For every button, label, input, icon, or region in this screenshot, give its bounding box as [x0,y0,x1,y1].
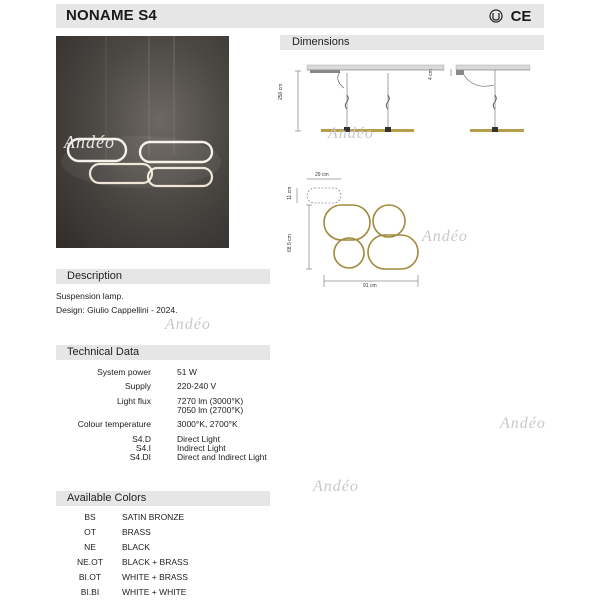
tech-value-power: 51 W [177,367,197,377]
color-code: BI.BI [80,587,100,597]
product-photo [56,36,229,248]
color-name: SATIN BRONZE [122,512,185,522]
color-code: BI.OT [78,572,102,582]
dim-canopy-label: 4 cm [428,69,434,80]
technical-title: Technical Data [67,346,140,358]
ul-mark-icon [488,8,504,24]
color-name: WHITE + BRASS [122,572,188,582]
dim-small-width-label: 29 cm [315,172,329,178]
color-name: BLACK [122,542,150,552]
color-name: BLACK + BRASS [122,557,189,567]
side-elevation-drawing [451,65,530,132]
dim-height-label: 250 cm [278,83,284,100]
dim-width-label: 91 cm [363,283,377,289]
tech-value-flux-3000: 7270 lm (3000°K) [177,396,244,406]
dimensions-watermark: Andéo [328,125,374,142]
tech-value-s4d: Direct Light [177,434,220,444]
ce-mark-icon: CE [510,7,532,25]
tech-label-s4i: S4.I [135,443,151,453]
description-watermark: Andéo [165,316,211,333]
dim-small-height-label: 11 cm [287,186,293,200]
color-name: WHITE + WHITE [122,587,187,597]
dim-depth-label: 68.5 cm [287,234,293,252]
color-name: BRASS [122,527,151,537]
colors-title: Available Colors [67,492,147,504]
description-line-1: Suspension lamp. [56,291,124,301]
tech-label-s4di: S4.DI [129,452,151,462]
tech-value-flux-2700: 7050 lm (2700°K) [177,405,244,415]
product-title: NONAME S4 [66,7,157,24]
dimension-drawings [280,55,544,305]
description-line-2: Design: Giulio Cappellini - 2024. [56,305,178,315]
color-code: BS [84,512,96,522]
watermark-1: Andéo [422,228,468,245]
front-elevation-drawing [295,65,444,132]
tech-value-supply: 220-240 V [177,381,217,391]
description-title: Description [67,270,123,282]
tech-label-colour-temp: Colour temperature [77,419,151,429]
photo-watermark: Andéo [64,132,115,152]
tech-value-s4di: Direct and Indirect Light [177,452,267,462]
plan-view-drawing [297,179,418,287]
tech-label-supply: Supply [125,381,151,391]
tech-label-flux: Light flux [116,396,151,406]
tech-label-s4d: S4.D [132,434,151,444]
color-code: OT [84,527,96,537]
tech-label-power: System power [97,367,151,377]
tech-value-s4i: Indirect Light [177,443,226,453]
watermark-2: Andéo [500,415,546,432]
dimensions-title: Dimensions [292,36,350,48]
tech-value-colour-temp: 3000°K, 2700°K [177,419,238,429]
color-code: NE.OT [77,557,103,567]
color-code: NE [84,542,96,552]
watermark-3: Andéo [313,478,359,495]
